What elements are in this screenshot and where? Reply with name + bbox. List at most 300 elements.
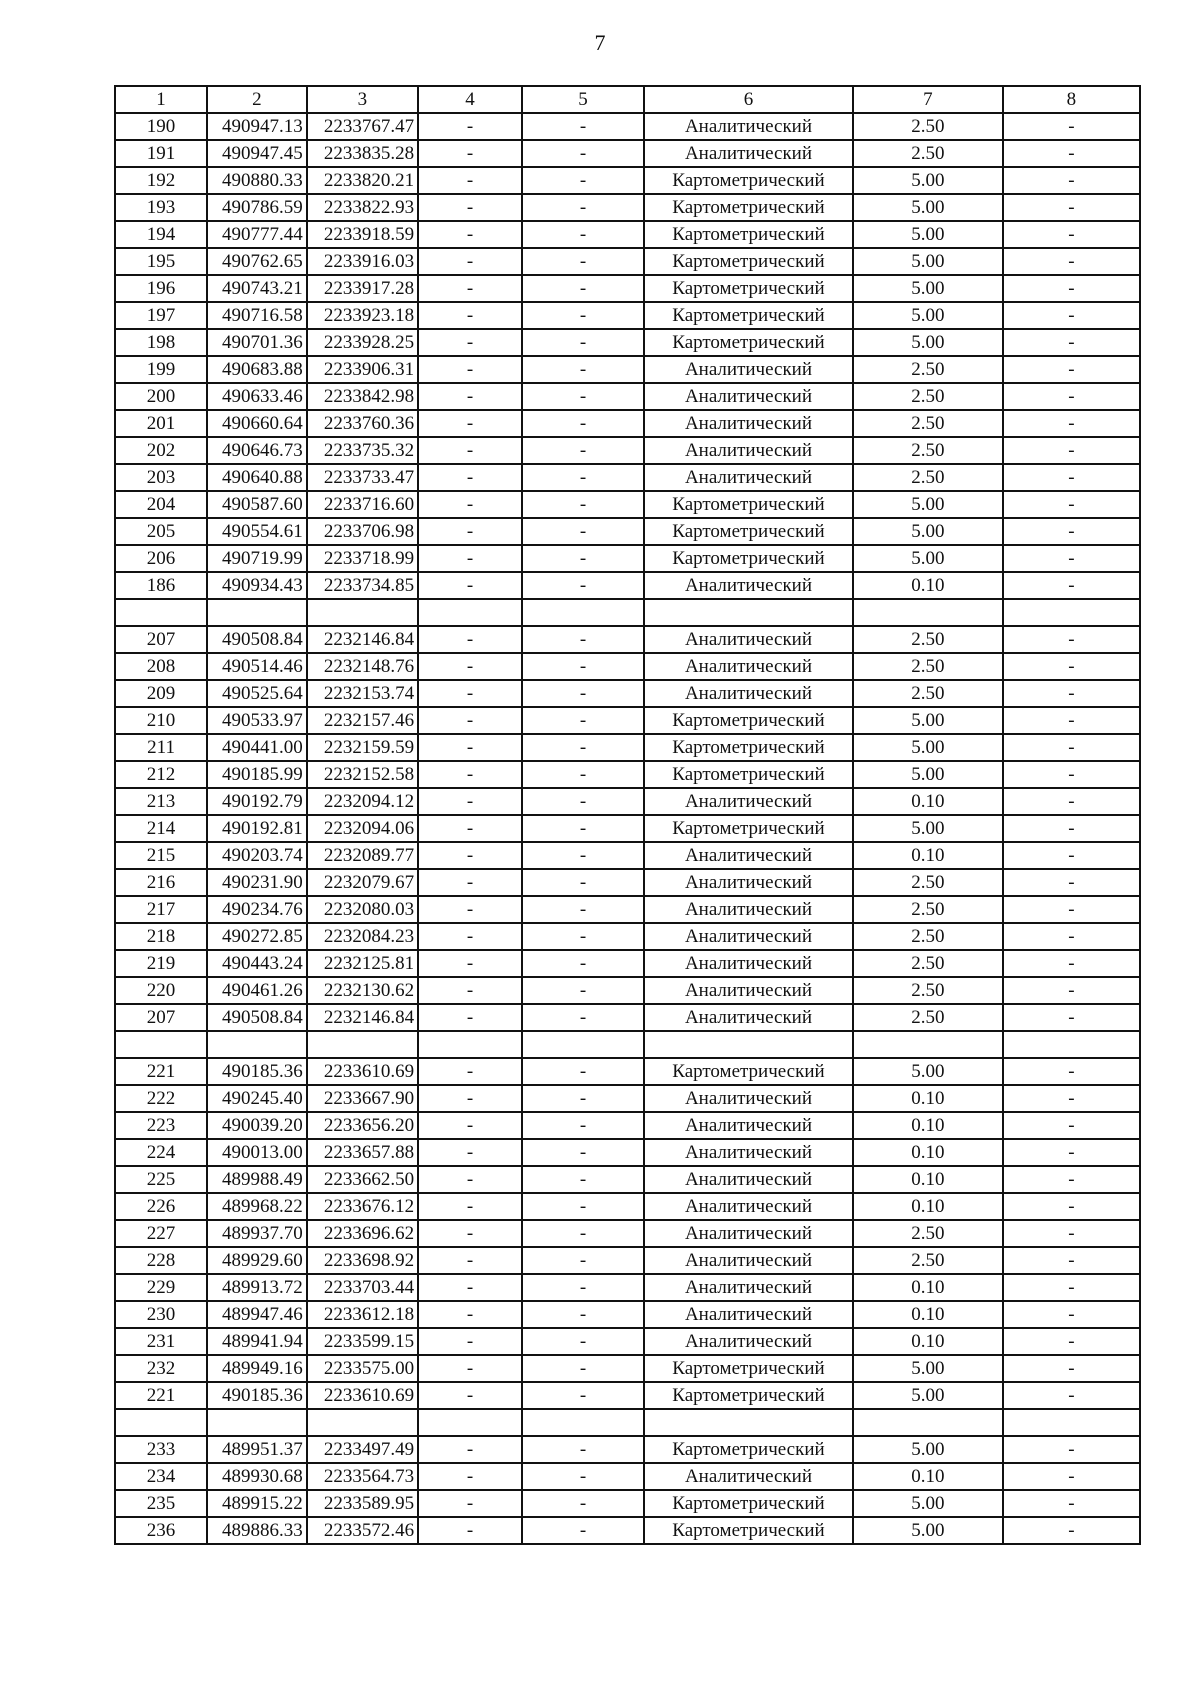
column-8-cell: -	[1003, 1490, 1140, 1517]
column-header: 2	[207, 86, 307, 113]
x-coordinate-cell: 490587.60	[207, 491, 307, 518]
column-8-cell: -	[1003, 491, 1140, 518]
column-4-cell: -	[418, 707, 522, 734]
accuracy-cell: 0.10	[853, 842, 1003, 869]
column-5-cell: -	[522, 437, 644, 464]
column-4-cell: -	[418, 1085, 522, 1112]
method-cell: Аналитический	[644, 1463, 853, 1490]
point-number-cell: 197	[115, 302, 207, 329]
table-row	[115, 1436, 1140, 1463]
table-row	[115, 761, 1140, 788]
column-8-cell: -	[1003, 1220, 1140, 1247]
x-coordinate-cell: 490039.20	[207, 1112, 307, 1139]
column-4-cell: -	[418, 842, 522, 869]
column-header: 7	[853, 86, 1003, 113]
column-5-cell: -	[522, 329, 644, 356]
accuracy-cell: 0.10	[853, 788, 1003, 815]
table-row	[115, 869, 1140, 896]
x-coordinate-cell: 490716.58	[207, 302, 307, 329]
column-8-cell: -	[1003, 950, 1140, 977]
point-number-cell: 224	[115, 1139, 207, 1166]
x-coordinate-cell: 490646.73	[207, 437, 307, 464]
column-4-cell: -	[418, 302, 522, 329]
table-row	[115, 1166, 1140, 1193]
table-row	[115, 491, 1140, 518]
x-coordinate-cell: 490660.64	[207, 410, 307, 437]
method-cell	[644, 1031, 853, 1058]
column-4-cell: -	[418, 356, 522, 383]
column-8-cell	[1003, 599, 1140, 626]
accuracy-cell: 2.50	[853, 464, 1003, 491]
column-5-cell: -	[522, 167, 644, 194]
accuracy-cell: 0.10	[853, 1301, 1003, 1328]
accuracy-cell: 2.50	[853, 356, 1003, 383]
accuracy-cell: 0.10	[853, 1193, 1003, 1220]
column-4-cell	[418, 599, 522, 626]
column-5-cell: -	[522, 410, 644, 437]
column-8-cell: -	[1003, 923, 1140, 950]
column-4-cell: -	[418, 221, 522, 248]
column-5-cell: -	[522, 1247, 644, 1274]
method-cell: Аналитический	[644, 1193, 853, 1220]
column-5-cell	[522, 1409, 644, 1436]
accuracy-cell: 2.50	[853, 140, 1003, 167]
column-4-cell: -	[418, 167, 522, 194]
method-cell: Картометрический	[644, 707, 853, 734]
accuracy-cell: 5.00	[853, 275, 1003, 302]
column-8-cell: -	[1003, 1355, 1140, 1382]
column-4-cell: -	[418, 734, 522, 761]
method-cell: Картометрический	[644, 194, 853, 221]
point-number-cell: 214	[115, 815, 207, 842]
x-coordinate-cell: 490185.99	[207, 761, 307, 788]
point-number-cell: 208	[115, 653, 207, 680]
y-coordinate-cell: 2233497.49	[307, 1436, 418, 1463]
point-number-cell: 191	[115, 140, 207, 167]
table-row	[115, 1247, 1140, 1274]
accuracy-cell: 2.50	[853, 869, 1003, 896]
column-5-cell: -	[522, 680, 644, 707]
x-coordinate-cell: 490786.59	[207, 194, 307, 221]
column-8-cell: -	[1003, 842, 1140, 869]
column-8-cell: -	[1003, 1004, 1140, 1031]
accuracy-cell: 5.00	[853, 1436, 1003, 1463]
accuracy-cell: 2.50	[853, 977, 1003, 1004]
accuracy-cell: 5.00	[853, 1355, 1003, 1382]
y-coordinate-cell: 2232146.84	[307, 1004, 418, 1031]
point-number-cell: 221	[115, 1382, 207, 1409]
y-coordinate-cell: 2233842.98	[307, 383, 418, 410]
column-4-cell: -	[418, 1436, 522, 1463]
table-row	[115, 977, 1140, 1004]
column-5-cell	[522, 1031, 644, 1058]
x-coordinate-cell: 490192.79	[207, 788, 307, 815]
column-4-cell: -	[418, 761, 522, 788]
point-number-cell: 210	[115, 707, 207, 734]
y-coordinate-cell: 2233564.73	[307, 1463, 418, 1490]
point-number-cell: 198	[115, 329, 207, 356]
table-row	[115, 950, 1140, 977]
method-cell: Аналитический	[644, 1247, 853, 1274]
x-coordinate-cell: 490234.76	[207, 896, 307, 923]
table-row	[115, 1328, 1140, 1355]
y-coordinate-cell	[307, 1031, 418, 1058]
y-coordinate-cell: 2233698.92	[307, 1247, 418, 1274]
table-row	[115, 653, 1140, 680]
accuracy-cell: 0.10	[853, 572, 1003, 599]
x-coordinate-cell: 490185.36	[207, 1382, 307, 1409]
column-4-cell: -	[418, 788, 522, 815]
method-cell: Аналитический	[644, 869, 853, 896]
table-row	[115, 329, 1140, 356]
table-row	[115, 1085, 1140, 1112]
point-number-cell: 235	[115, 1490, 207, 1517]
method-cell: Картометрический	[644, 815, 853, 842]
column-4-cell: -	[418, 545, 522, 572]
x-coordinate-cell: 490554.61	[207, 518, 307, 545]
column-8-cell: -	[1003, 653, 1140, 680]
table-row	[115, 140, 1140, 167]
point-number-cell: 209	[115, 680, 207, 707]
x-coordinate-cell: 490443.24	[207, 950, 307, 977]
point-number-cell: 201	[115, 410, 207, 437]
point-number-cell: 234	[115, 1463, 207, 1490]
y-coordinate-cell: 2232152.58	[307, 761, 418, 788]
coordinates-table	[114, 85, 1141, 1545]
y-coordinate-cell: 2232094.06	[307, 815, 418, 842]
column-8-cell: -	[1003, 194, 1140, 221]
y-coordinate-cell: 2233662.50	[307, 1166, 418, 1193]
method-cell: Картометрический	[644, 329, 853, 356]
column-4-cell: -	[418, 977, 522, 1004]
column-header: 6	[644, 86, 853, 113]
column-4-cell: -	[418, 923, 522, 950]
column-5-cell: -	[522, 356, 644, 383]
point-number-cell: 211	[115, 734, 207, 761]
y-coordinate-cell: 2233696.62	[307, 1220, 418, 1247]
table-row	[115, 815, 1140, 842]
accuracy-cell: 2.50	[853, 1247, 1003, 1274]
method-cell: Картометрический	[644, 302, 853, 329]
y-coordinate-cell: 2233735.32	[307, 437, 418, 464]
column-4-cell: -	[418, 1517, 522, 1544]
table-row	[115, 518, 1140, 545]
point-number-cell: 222	[115, 1085, 207, 1112]
method-cell: Аналитический	[644, 572, 853, 599]
x-coordinate-cell: 490743.21	[207, 275, 307, 302]
x-coordinate-cell: 490880.33	[207, 167, 307, 194]
point-number-cell: 227	[115, 1220, 207, 1247]
column-8-cell: -	[1003, 140, 1140, 167]
x-coordinate-cell: 490701.36	[207, 329, 307, 356]
y-coordinate-cell: 2233703.44	[307, 1274, 418, 1301]
point-number-cell: 203	[115, 464, 207, 491]
column-8-cell: -	[1003, 1328, 1140, 1355]
table-row	[115, 248, 1140, 275]
x-coordinate-cell: 490934.43	[207, 572, 307, 599]
column-4-cell: -	[418, 410, 522, 437]
column-5-cell: -	[522, 140, 644, 167]
table-row	[115, 1355, 1140, 1382]
y-coordinate-cell: 2232089.77	[307, 842, 418, 869]
y-coordinate-cell	[307, 599, 418, 626]
y-coordinate-cell: 2233767.47	[307, 113, 418, 140]
column-5-cell: -	[522, 734, 644, 761]
y-coordinate-cell: 2233734.85	[307, 572, 418, 599]
column-5-cell: -	[522, 1436, 644, 1463]
accuracy-cell: 5.00	[853, 734, 1003, 761]
accuracy-cell: 2.50	[853, 923, 1003, 950]
table-row	[115, 545, 1140, 572]
column-5-cell: -	[522, 1517, 644, 1544]
y-coordinate-cell: 2233610.69	[307, 1382, 418, 1409]
table-row	[115, 1058, 1140, 1085]
table-row	[115, 626, 1140, 653]
method-cell: Картометрический	[644, 1490, 853, 1517]
accuracy-cell: 5.00	[853, 518, 1003, 545]
table-row	[115, 113, 1140, 140]
column-5-cell: -	[522, 869, 644, 896]
column-4-cell: -	[418, 950, 522, 977]
x-coordinate-cell: 490514.46	[207, 653, 307, 680]
column-5-cell: -	[522, 1004, 644, 1031]
y-coordinate-cell: 2233589.95	[307, 1490, 418, 1517]
x-coordinate-cell: 490947.13	[207, 113, 307, 140]
table-row	[115, 734, 1140, 761]
x-coordinate-cell: 490185.36	[207, 1058, 307, 1085]
accuracy-cell: 2.50	[853, 113, 1003, 140]
column-8-cell: -	[1003, 302, 1140, 329]
accuracy-cell: 0.10	[853, 1463, 1003, 1490]
table-header-row	[115, 86, 1140, 113]
accuracy-cell: 2.50	[853, 653, 1003, 680]
column-5-cell	[522, 599, 644, 626]
accuracy-cell: 2.50	[853, 626, 1003, 653]
y-coordinate-cell: 2233760.36	[307, 410, 418, 437]
point-number-cell: 186	[115, 572, 207, 599]
method-cell: Картометрический	[644, 221, 853, 248]
method-cell: Аналитический	[644, 950, 853, 977]
column-4-cell: -	[418, 1274, 522, 1301]
column-5-cell: -	[522, 1085, 644, 1112]
point-number-cell: 226	[115, 1193, 207, 1220]
x-coordinate-cell: 490245.40	[207, 1085, 307, 1112]
x-coordinate-cell: 489951.37	[207, 1436, 307, 1463]
column-8-cell: -	[1003, 1274, 1140, 1301]
table-row	[115, 356, 1140, 383]
method-cell: Картометрический	[644, 491, 853, 518]
x-coordinate-cell: 489930.68	[207, 1463, 307, 1490]
x-coordinate-cell: 489886.33	[207, 1517, 307, 1544]
column-8-cell: -	[1003, 329, 1140, 356]
method-cell: Аналитический	[644, 464, 853, 491]
x-coordinate-cell: 489937.70	[207, 1220, 307, 1247]
accuracy-cell: 5.00	[853, 329, 1003, 356]
y-coordinate-cell: 2232157.46	[307, 707, 418, 734]
method-cell: Аналитический	[644, 113, 853, 140]
y-coordinate-cell: 2233599.15	[307, 1328, 418, 1355]
column-5-cell: -	[522, 950, 644, 977]
x-coordinate-cell	[207, 1031, 307, 1058]
accuracy-cell: 0.10	[853, 1085, 1003, 1112]
y-coordinate-cell: 2232130.62	[307, 977, 418, 1004]
y-coordinate-cell: 2233657.88	[307, 1139, 418, 1166]
y-coordinate-cell	[307, 1409, 418, 1436]
y-coordinate-cell: 2233917.28	[307, 275, 418, 302]
accuracy-cell: 2.50	[853, 1220, 1003, 1247]
column-5-cell: -	[522, 1301, 644, 1328]
column-4-cell: -	[418, 1328, 522, 1355]
accuracy-cell: 5.00	[853, 1382, 1003, 1409]
column-8-cell: -	[1003, 734, 1140, 761]
point-number-cell	[115, 1409, 207, 1436]
y-coordinate-cell: 2233612.18	[307, 1301, 418, 1328]
accuracy-cell: 2.50	[853, 1004, 1003, 1031]
method-cell: Аналитический	[644, 1085, 853, 1112]
column-8-cell	[1003, 1031, 1140, 1058]
column-4-cell: -	[418, 383, 522, 410]
method-cell: Аналитический	[644, 626, 853, 653]
column-8-cell: -	[1003, 1436, 1140, 1463]
separator-row	[115, 1031, 1140, 1058]
column-header: 3	[307, 86, 418, 113]
y-coordinate-cell: 2233676.12	[307, 1193, 418, 1220]
y-coordinate-cell: 2232153.74	[307, 680, 418, 707]
x-coordinate-cell: 489913.72	[207, 1274, 307, 1301]
table-row	[115, 1193, 1140, 1220]
column-4-cell: -	[418, 896, 522, 923]
column-8-cell: -	[1003, 248, 1140, 275]
column-4-cell: -	[418, 1463, 522, 1490]
y-coordinate-cell: 2233928.25	[307, 329, 418, 356]
method-cell: Картометрический	[644, 518, 853, 545]
y-coordinate-cell: 2233820.21	[307, 167, 418, 194]
point-number-cell: 229	[115, 1274, 207, 1301]
point-number-cell: 192	[115, 167, 207, 194]
accuracy-cell: 0.10	[853, 1328, 1003, 1355]
column-5-cell: -	[522, 248, 644, 275]
x-coordinate-cell: 490231.90	[207, 869, 307, 896]
table-row	[115, 275, 1140, 302]
method-cell: Картометрический	[644, 1436, 853, 1463]
point-number-cell: 190	[115, 113, 207, 140]
column-8-cell: -	[1003, 167, 1140, 194]
column-4-cell: -	[418, 194, 522, 221]
column-5-cell: -	[522, 1490, 644, 1517]
y-coordinate-cell: 2233718.99	[307, 545, 418, 572]
table-row	[115, 680, 1140, 707]
point-number-cell: 207	[115, 626, 207, 653]
method-cell: Аналитический	[644, 896, 853, 923]
table-row	[115, 1139, 1140, 1166]
y-coordinate-cell: 2232148.76	[307, 653, 418, 680]
column-5-cell: -	[522, 464, 644, 491]
column-8-cell: -	[1003, 1193, 1140, 1220]
method-cell: Аналитический	[644, 1220, 853, 1247]
separator-row	[115, 599, 1140, 626]
column-5-cell: -	[522, 221, 644, 248]
y-coordinate-cell: 2232079.67	[307, 869, 418, 896]
method-cell: Аналитический	[644, 1301, 853, 1328]
column-8-cell: -	[1003, 1301, 1140, 1328]
table-row	[115, 194, 1140, 221]
y-coordinate-cell: 2233667.90	[307, 1085, 418, 1112]
column-5-cell: -	[522, 1058, 644, 1085]
accuracy-cell	[853, 1409, 1003, 1436]
table-row	[115, 842, 1140, 869]
column-8-cell: -	[1003, 1382, 1140, 1409]
method-cell: Аналитический	[644, 1328, 853, 1355]
y-coordinate-cell: 2233610.69	[307, 1058, 418, 1085]
point-number-cell: 221	[115, 1058, 207, 1085]
column-5-cell: -	[522, 815, 644, 842]
column-5-cell: -	[522, 1220, 644, 1247]
method-cell: Аналитический	[644, 383, 853, 410]
point-number-cell: 228	[115, 1247, 207, 1274]
point-number-cell: 194	[115, 221, 207, 248]
column-8-cell: -	[1003, 1247, 1140, 1274]
accuracy-cell: 5.00	[853, 491, 1003, 518]
accuracy-cell: 5.00	[853, 1490, 1003, 1517]
column-8-cell: -	[1003, 896, 1140, 923]
point-number-cell: 233	[115, 1436, 207, 1463]
column-8-cell: -	[1003, 788, 1140, 815]
column-4-cell: -	[418, 1490, 522, 1517]
column-4-cell: -	[418, 275, 522, 302]
column-5-cell: -	[522, 842, 644, 869]
y-coordinate-cell: 2233918.59	[307, 221, 418, 248]
point-number-cell: 225	[115, 1166, 207, 1193]
x-coordinate-cell: 490441.00	[207, 734, 307, 761]
x-coordinate-cell	[207, 599, 307, 626]
point-number-cell: 207	[115, 1004, 207, 1031]
x-coordinate-cell: 490533.97	[207, 707, 307, 734]
method-cell: Аналитический	[644, 140, 853, 167]
y-coordinate-cell: 2233822.93	[307, 194, 418, 221]
method-cell: Картометрический	[644, 545, 853, 572]
point-number-cell: 218	[115, 923, 207, 950]
x-coordinate-cell: 490461.26	[207, 977, 307, 1004]
point-number-cell: 230	[115, 1301, 207, 1328]
x-coordinate-cell	[207, 1409, 307, 1436]
x-coordinate-cell: 489949.16	[207, 1355, 307, 1382]
point-number-cell: 195	[115, 248, 207, 275]
y-coordinate-cell: 2232094.12	[307, 788, 418, 815]
table-row	[115, 437, 1140, 464]
x-coordinate-cell: 490203.74	[207, 842, 307, 869]
x-coordinate-cell: 489988.49	[207, 1166, 307, 1193]
point-number-cell: 220	[115, 977, 207, 1004]
x-coordinate-cell: 490947.45	[207, 140, 307, 167]
point-number-cell: 193	[115, 194, 207, 221]
accuracy-cell	[853, 599, 1003, 626]
point-number-cell: 200	[115, 383, 207, 410]
point-number-cell: 213	[115, 788, 207, 815]
column-5-cell: -	[522, 194, 644, 221]
table-row	[115, 464, 1140, 491]
column-8-cell: -	[1003, 761, 1140, 788]
method-cell: Картометрический	[644, 167, 853, 194]
table-row	[115, 923, 1140, 950]
page-number: 7	[594, 30, 606, 55]
column-5-cell: -	[522, 653, 644, 680]
y-coordinate-cell: 2233916.03	[307, 248, 418, 275]
column-5-cell: -	[522, 1328, 644, 1355]
accuracy-cell: 0.10	[853, 1112, 1003, 1139]
column-4-cell: -	[418, 626, 522, 653]
method-cell: Картометрический	[644, 1517, 853, 1544]
column-8-cell: -	[1003, 572, 1140, 599]
